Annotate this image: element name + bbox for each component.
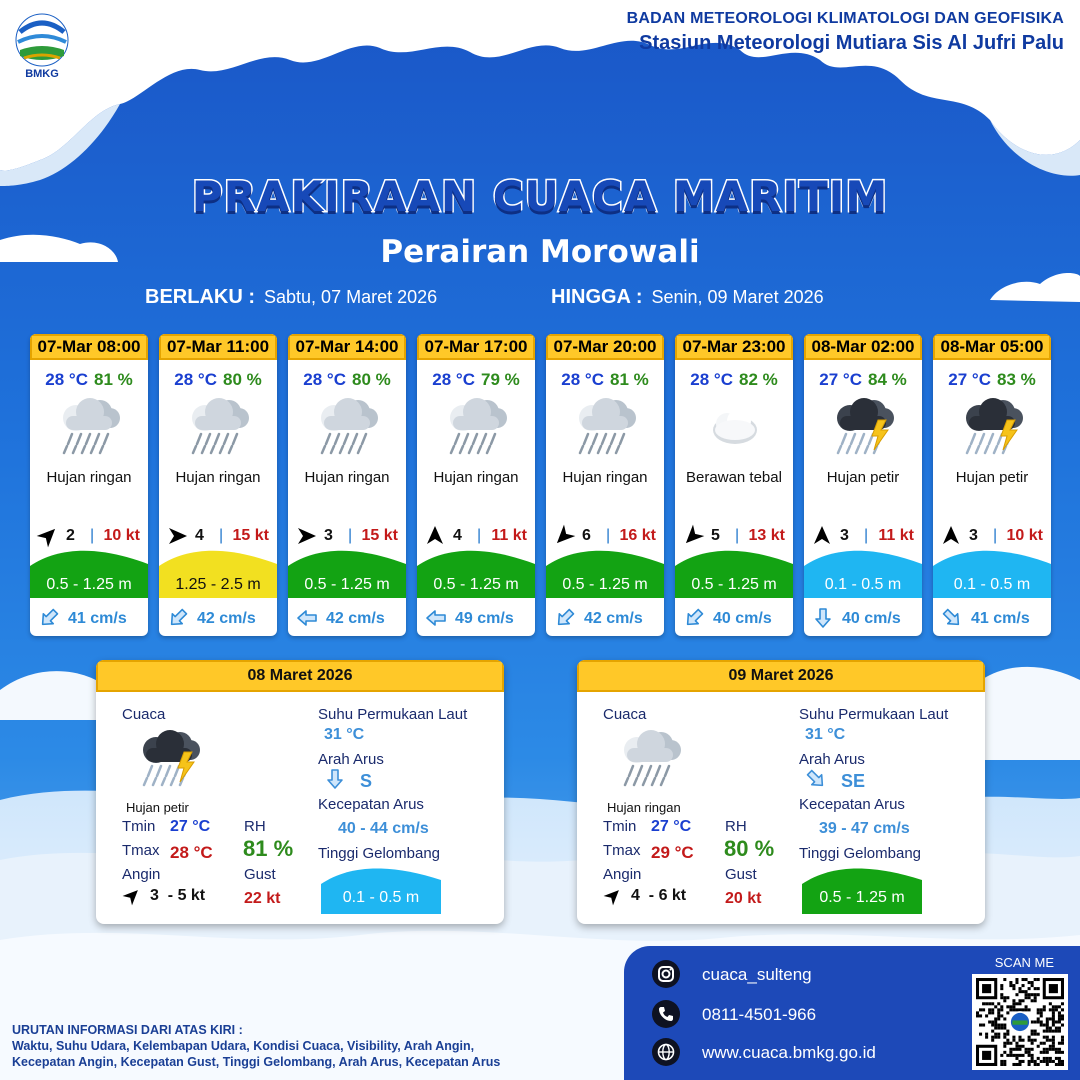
validity-from — [145, 286, 437, 309]
temp-humidity — [675, 370, 793, 390]
temp-humidity — [933, 370, 1051, 390]
tmax-label: Tmax — [603, 842, 641, 859]
wind-direction-icon — [423, 524, 447, 548]
current-speed: 41 cm/s — [971, 610, 1030, 627]
relative-humidity: 84 % — [867, 370, 907, 389]
wind-direction-icon — [552, 524, 576, 548]
wind-label: Angin — [603, 866, 642, 883]
wind-direction-icon — [939, 524, 963, 548]
gust-speed: 16 kt — [619, 527, 656, 544]
overcast-cloud-icon — [699, 394, 769, 456]
current-info — [546, 607, 664, 631]
current-speed: 40 cm/s — [713, 610, 772, 627]
forecast-card — [30, 334, 148, 636]
air-temperature: 28 °C — [432, 370, 475, 389]
wind-separator: | — [219, 527, 224, 544]
validity-to — [551, 286, 824, 309]
wind-info — [30, 524, 148, 548]
phone-icon — [652, 1000, 680, 1028]
bmkg-logo — [14, 12, 70, 82]
wave-height: 1.25 - 2.5 m — [175, 576, 261, 593]
gust-speed: 10 kt — [1006, 527, 1043, 544]
panel-date: 08 Maret 2026 — [96, 660, 504, 692]
phone-number: 0811-4501-966 — [702, 1005, 817, 1024]
relative-humidity: 82 % — [738, 370, 778, 389]
tmax-value: 29 °C — [651, 843, 694, 862]
current-dir-value: S — [360, 771, 373, 791]
validity-from-value: Sabtu, 07 Maret 2026 — [264, 287, 438, 307]
wave-label: Tinggi Gelombang — [799, 845, 922, 862]
wind-direction-icon — [681, 524, 705, 548]
forecast-card — [546, 334, 664, 636]
gust-speed: 13 kt — [748, 527, 785, 544]
website-url: www.cuaca.bmkg.go.id — [702, 1043, 876, 1062]
weather-condition: Hujan ringan — [304, 469, 390, 486]
weather-condition: Hujan ringan — [433, 469, 519, 486]
current-direction-icon — [38, 607, 60, 629]
wave-value: 0.5 - 1.25 m — [819, 889, 905, 906]
weather-label: Cuaca — [122, 706, 166, 723]
rain-cloud-icon — [615, 726, 691, 792]
legend-line-2: Kecepatan Angin, Kecepatan Gust, Tinggi Gelombang, Arah Arus, Kecepatan Arus — [12, 1055, 501, 1069]
page-subtitle: Perairan Morowali — [380, 234, 700, 270]
wind-info — [417, 524, 535, 548]
info-order-legend — [12, 1022, 500, 1070]
forecast-time: 08-Mar 02:00 — [804, 334, 922, 360]
gust-speed: 10 kt — [103, 527, 140, 544]
current-speed-label: Kecepatan Arus — [318, 796, 424, 813]
current-info — [417, 607, 535, 631]
current-speed-value: 39 - 47 cm/s — [819, 820, 910, 837]
qr-code[interactable] — [972, 974, 1068, 1070]
thunderstorm-icon — [134, 726, 210, 792]
forecast-time: 07-Mar 08:00 — [30, 334, 148, 360]
daily-summary-panel — [577, 660, 985, 924]
instagram-handle: cuaca_sulteng — [702, 965, 812, 984]
current-direction-icon — [554, 607, 576, 629]
weather-condition: Berawan tebal — [686, 469, 782, 486]
wind-info — [288, 524, 406, 548]
thunderstorm-icon — [957, 394, 1027, 456]
relative-humidity: 83 % — [996, 370, 1036, 389]
current-info — [288, 607, 406, 631]
wind-separator: | — [90, 527, 95, 544]
wind-separator: | — [864, 527, 869, 544]
wind-separator: | — [477, 527, 482, 544]
wave-height: 0.5 - 1.25 m — [433, 576, 519, 593]
temp-humidity — [417, 370, 535, 390]
wind-direction-icon — [36, 524, 60, 548]
current-info — [933, 607, 1051, 631]
wind-speed: 3 — [324, 527, 333, 544]
current-direction-icon — [425, 607, 447, 629]
current-dir-label: Arah Arus — [799, 751, 865, 768]
current-speed: 42 cm/s — [326, 610, 385, 627]
current-speed: 49 cm/s — [455, 610, 514, 627]
wave-height: 0.5 - 1.25 m — [691, 576, 777, 593]
wind-direction-icon — [810, 524, 834, 548]
wave-height: 0.5 - 1.25 m — [46, 576, 132, 593]
wind-speed: 6 — [582, 527, 591, 544]
temp-humidity — [159, 370, 277, 390]
current-dir-label: Arah Arus — [318, 751, 384, 768]
current-direction-icon — [805, 768, 829, 792]
weather-condition: Hujan petir — [955, 469, 1029, 486]
air-temperature: 27 °C — [819, 370, 862, 389]
current-direction-icon — [812, 607, 834, 629]
current-speed-value: 40 - 44 cm/s — [338, 820, 429, 837]
current-direction-icon — [941, 607, 963, 629]
current-direction-icon — [296, 607, 318, 629]
air-temperature: 28 °C — [303, 370, 346, 389]
forecast-time: 07-Mar 23:00 — [675, 334, 793, 360]
weather-condition: Hujan ringan — [562, 469, 648, 486]
gust-label: Gust — [244, 866, 276, 883]
rh-label: RH — [725, 818, 747, 835]
wind-value: 3 - 5 kt — [150, 887, 206, 904]
wind-direction-icon — [165, 524, 189, 548]
wind-speed: 4 — [195, 527, 204, 544]
globe-icon — [652, 1038, 680, 1066]
tmin-label: Tmin — [122, 818, 156, 835]
wave-height: 0.5 - 1.25 m — [562, 576, 648, 593]
logo-text: BMKG — [25, 68, 59, 80]
relative-humidity: 81 % — [609, 370, 649, 389]
validity-to-label: HINGGA : — [551, 286, 643, 308]
current-info — [804, 607, 922, 631]
sst-value: 31 °C — [805, 726, 846, 743]
forecast-time: 07-Mar 14:00 — [288, 334, 406, 360]
sst-label: Suhu Permukaan Laut — [318, 706, 468, 723]
air-temperature: 28 °C — [45, 370, 88, 389]
temp-humidity — [288, 370, 406, 390]
wind-direction-icon — [603, 886, 623, 906]
air-temperature: 28 °C — [561, 370, 604, 389]
contact-box — [624, 946, 1080, 1080]
gust-value: 20 kt — [725, 890, 762, 907]
wind-info — [675, 524, 793, 548]
forecast-card — [933, 334, 1051, 636]
wind-info — [546, 524, 664, 548]
current-info — [159, 607, 277, 631]
validity-from-label: BERLAKU : — [145, 286, 255, 308]
rain-cloud-icon — [441, 394, 511, 456]
air-temperature: 28 °C — [174, 370, 217, 389]
weather-condition: Hujan ringan — [175, 469, 261, 486]
wind-separator: | — [348, 527, 353, 544]
forecast-card — [804, 334, 922, 636]
current-speed: 40 cm/s — [842, 610, 901, 627]
wind-value: 4 - 6 kt — [631, 887, 687, 904]
sst-value: 31 °C — [324, 726, 365, 743]
tmin-value: 27 °C — [651, 818, 692, 835]
gust-value: 22 kt — [244, 890, 281, 907]
wave-height: 0.1 - 0.5 m — [953, 576, 1031, 593]
air-temperature: 27 °C — [948, 370, 991, 389]
wind-label: Angin — [122, 866, 161, 883]
relative-humidity: 80 % — [222, 370, 262, 389]
forecast-time: 07-Mar 11:00 — [159, 334, 277, 360]
page-title: PRAKIRAAN CUACA MARITIM — [191, 172, 889, 221]
forecast-card — [288, 334, 406, 636]
current-info — [675, 607, 793, 631]
current-speed: 41 cm/s — [68, 610, 127, 627]
current-direction-icon — [167, 607, 189, 629]
air-temperature: 28 °C — [690, 370, 733, 389]
organization-header — [627, 10, 1064, 55]
wind-separator: | — [993, 527, 998, 544]
wind-speed: 2 — [66, 527, 75, 544]
wind-speed: 3 — [840, 527, 849, 544]
wind-speed: 4 — [453, 527, 462, 544]
wind-info — [933, 524, 1051, 548]
wave-height: 0.5 - 1.25 m — [304, 576, 390, 593]
rain-cloud-icon — [54, 394, 124, 456]
weather-label: Cuaca — [603, 706, 647, 723]
temp-humidity — [30, 370, 148, 390]
tmin-label: Tmin — [603, 818, 637, 835]
gust-speed: 15 kt — [361, 527, 398, 544]
forecast-card — [159, 334, 277, 636]
forecast-card — [675, 334, 793, 636]
wind-separator: | — [606, 527, 611, 544]
validity-to-value: Senin, 09 Maret 2026 — [651, 287, 824, 307]
daily-summary-panel — [96, 660, 504, 924]
gust-speed: 15 kt — [232, 527, 269, 544]
org-name: BADAN METEOROLOGI KLIMATOLOGI DAN GEOFISIKA — [626, 10, 1064, 27]
scan-me-label: SCAN ME — [994, 955, 1054, 970]
current-speed: 42 cm/s — [197, 610, 256, 627]
forecast-time: 07-Mar 20:00 — [546, 334, 664, 360]
wind-direction-icon — [294, 524, 318, 548]
qr-code-graphic — [976, 978, 1064, 1066]
gust-speed: 11 kt — [878, 527, 914, 544]
tmin-value: 27 °C — [170, 818, 211, 835]
current-info — [30, 607, 148, 631]
station-name: Stasiun Meteorologi Mutiara Sis Al Jufri Palu — [639, 32, 1064, 54]
temp-humidity — [804, 370, 922, 390]
rh-value: 81 % — [243, 836, 294, 861]
thunderstorm-icon — [828, 394, 898, 456]
relative-humidity: 79 % — [480, 370, 520, 389]
daily-condition: Hujan ringan — [607, 800, 681, 815]
current-direction-icon — [683, 607, 705, 629]
instagram-icon — [652, 960, 680, 988]
wind-info — [804, 524, 922, 548]
relative-humidity: 80 % — [351, 370, 391, 389]
current-direction-icon — [324, 768, 348, 792]
weather-condition: Hujan ringan — [46, 469, 132, 486]
current-speed-label: Kecepatan Arus — [799, 796, 905, 813]
wind-info — [159, 524, 277, 548]
temp-humidity — [546, 370, 664, 390]
tmax-label: Tmax — [122, 842, 160, 859]
rh-label: RH — [244, 818, 266, 835]
gust-label: Gust — [725, 866, 757, 883]
tmax-value: 28 °C — [170, 843, 213, 862]
wave-height: 0.1 - 0.5 m — [824, 576, 902, 593]
wind-separator: | — [735, 527, 740, 544]
gust-speed: 11 kt — [491, 527, 527, 544]
rh-value: 80 % — [724, 836, 775, 861]
wave-label: Tinggi Gelombang — [318, 845, 441, 862]
daily-condition: Hujan petir — [126, 800, 189, 815]
panel-date: 09 Maret 2026 — [577, 660, 985, 692]
forecast-time: 07-Mar 17:00 — [417, 334, 535, 360]
current-speed: 42 cm/s — [584, 610, 643, 627]
legend-line-1: Waktu, Suhu Udara, Kelembapan Udara, Kondisi Cuaca, Visibility, Arah Angin, — [12, 1039, 475, 1053]
wind-speed: 3 — [969, 527, 978, 544]
weather-condition: Hujan petir — [826, 469, 900, 486]
forecast-card — [417, 334, 535, 636]
sst-label: Suhu Permukaan Laut — [799, 706, 949, 723]
wave-value: 0.1 - 0.5 m — [342, 889, 420, 906]
legend-heading: URUTAN INFORMASI DARI ATAS KIRI : — [12, 1023, 243, 1037]
rain-cloud-icon — [312, 394, 382, 456]
relative-humidity: 81 % — [93, 370, 133, 389]
rain-cloud-icon — [570, 394, 640, 456]
rain-cloud-icon — [183, 394, 253, 456]
wind-direction-icon — [122, 886, 142, 906]
wind-speed: 5 — [711, 527, 720, 544]
forecast-time: 08-Mar 05:00 — [933, 334, 1051, 360]
current-dir-value: SE — [841, 771, 866, 791]
